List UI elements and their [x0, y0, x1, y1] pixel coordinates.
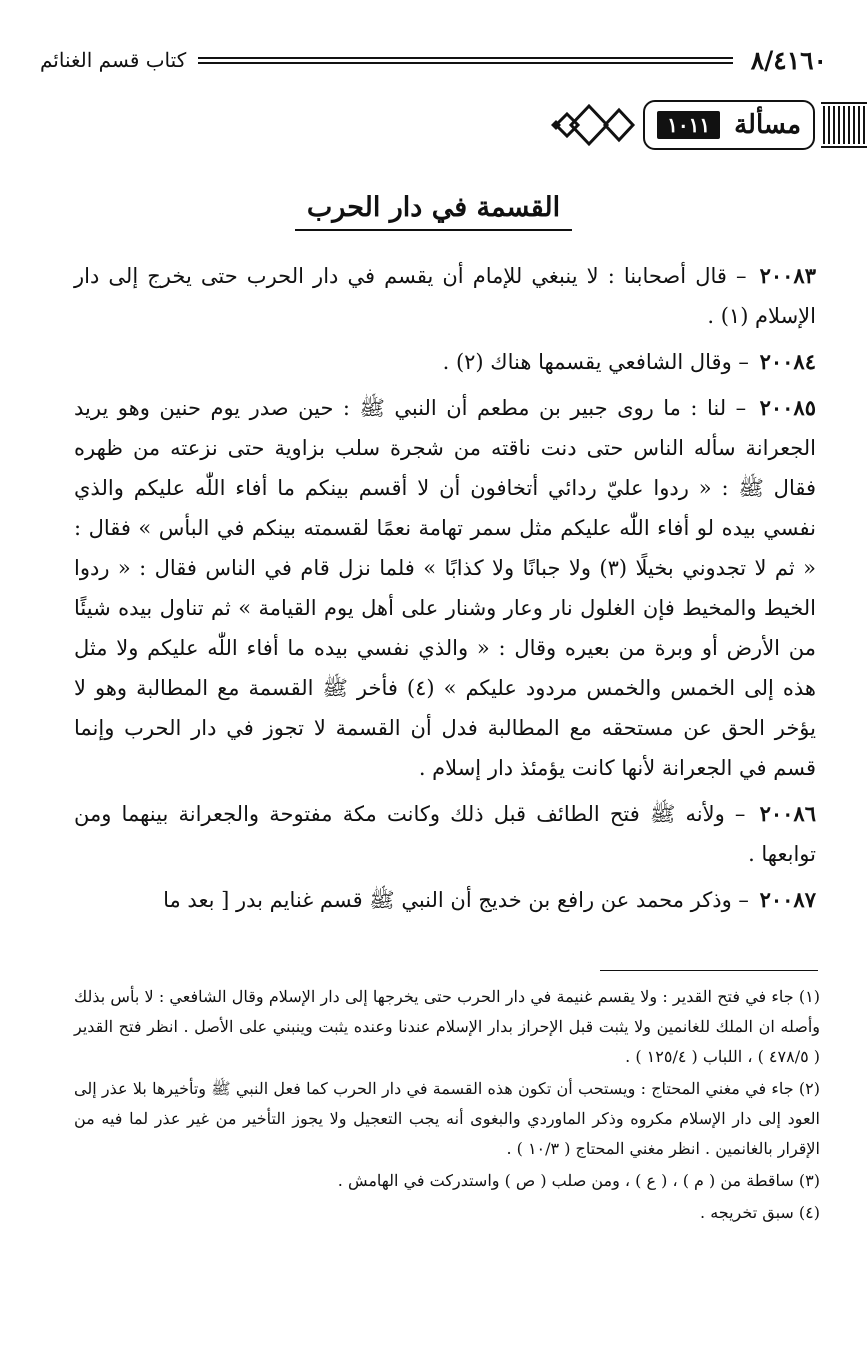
paragraph [74, 256, 816, 336]
paragraph [74, 794, 816, 874]
masala-label: مسألة [734, 110, 801, 140]
paragraph-text: – ولأنه ﷺ فتح الطائف قبل ذلك وكانت مكة مفتوحة والجعرانة بينهما ومن توابعها . [74, 802, 816, 866]
section-heading [0, 192, 867, 231]
book-title: كتاب قسم الغنائم [40, 48, 187, 72]
running-header [40, 40, 827, 80]
masala-banner [548, 97, 867, 153]
footnote: (١) جاء في فتح القدير : ولا يقسم غنيمة في دار الحرب حتى يخرجها إلى دار الإسلام وقال الشافعي : لا بأس بذلك وأصله ان الملك للغانمين ولا يثبت قبل الإحراز بدار الإسلام عندنا وعنده يثبت وينبني على الأصل . انظر فتح القدير ( ٤٧٨/٥ ) ، اللباب ( ١٢٥/٤ ) . [74, 987, 820, 1066]
footnote-separator [600, 970, 818, 971]
footnote: (٢) جاء في مغني المحتاج : ويستحب أن تكون هذه القسمة في دار الحرب كما فعل النبي ﷺ وتأخيرها بلا عذر إلى العود إلى دار الإسلام مكروه وذكر الماوردي والبغوى أنه يجب التعجيل ولا يجوز التأخير من غير عذر لما فيه من الإقرار بالغانمين . انظر مغني المحتاج ( ١٠/٣ ) . [74, 1079, 820, 1158]
paragraph-number: ٢٠٠٨٥ [759, 395, 816, 420]
main-text [74, 256, 816, 926]
paragraph-number: ٢٠٠٨٧ [759, 887, 816, 912]
paragraph [74, 342, 816, 382]
masala-box [643, 100, 815, 150]
paragraph [74, 388, 816, 788]
header-rule [198, 57, 733, 64]
paragraph-number: ٢٠٠٨٣ [759, 263, 816, 288]
paragraph-text: – وقال الشافعي يقسمها هناك (٢) . [442, 350, 749, 374]
footnotes [74, 982, 820, 1230]
banner-bars-ornament [821, 102, 867, 148]
masala-number: ١٠١١ [657, 111, 720, 139]
page-reference: ٨/٤١٦٠ [750, 45, 827, 75]
paragraph-number: ٢٠٠٨٤ [759, 349, 816, 374]
footnote: (٤) سبق تخريجه . [700, 1203, 820, 1222]
section-title: القسمة في دار الحرب [295, 192, 572, 231]
paragraph-text: – قال أصحابنا : لا ينبغي للإمام أن يقسم في دار الحرب حتى يخرج إلى دار الإسلام (١) . [74, 264, 816, 328]
banner-ornament-icon [549, 100, 641, 150]
paragraph-text: – وذكر محمد عن رافع بن خديج أن النبي ﷺ قسم غنايم بدر [ بعد ما [163, 888, 749, 912]
paragraph-number: ٢٠٠٨٦ [759, 801, 816, 826]
paragraph-text: – لنا : ما روى جبير بن مطعم أن النبي ﷺ : حين صدر يوم حنين وهو يريد الجعرانة سأله الناس حتى دنت ناقته من شجرة سلب بزاوية حتى نزعته من ظهره فقال ﷺ : « ردوا عليّ ردائي أتخافون أن لا أقسم بينكم ما أفاء اللّٰه عليكم والذي نفسي بيده لو أفاء اللّٰه عليكم مثل سمر تهامة نعمًا لقسمته بينكم في البأس » فقال : « ثم لا تجدوني بخيلًا (٣) ولا جبانًا ولا كذابًا » فلما نزل قام في الناس فقال : « ردوا الخيط والمخيط فإن الغلول نار وعار وشنار على أهل يوم القيامة » ثم تناول بيده شيئًا من الأرض أو وبرة من بعيره وقال : « والذي نفسي بيده ما أفاء اللّٰه عليكم ولا مثل هذه إلى الخمس والخمس مردود عليكم » (٤) فأخر ﷺ القسمة مع المطالبة وهو لا يؤخر الحق عن مستحقه مع المطالبة فدل أن القسمة لا تجوز في دار الحرب وإنما قسم في الجعرانة لأنها كانت يؤمئذ دار إسلام . [74, 396, 816, 780]
paragraph [74, 880, 816, 920]
footnote: (٣) ساقطة من ( م ) ، ( ع ) ، ومن صلب ( ص ) واستدركت في الهامش . [337, 1171, 820, 1190]
